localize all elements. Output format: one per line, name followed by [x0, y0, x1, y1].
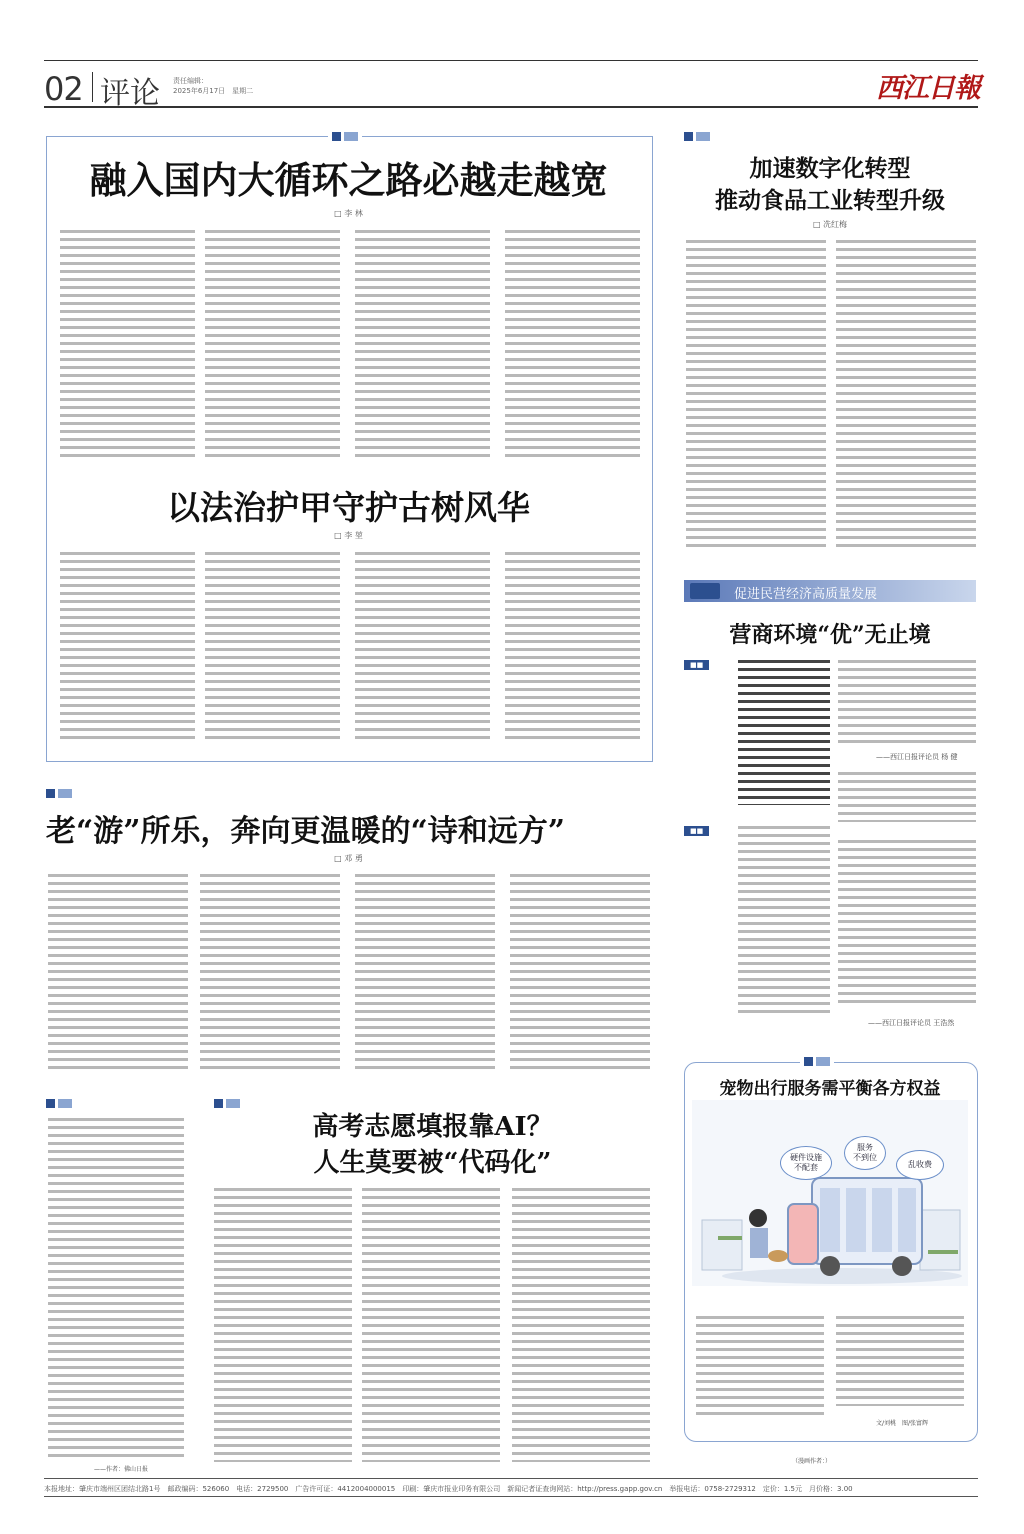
- footer-top-rule: [44, 1478, 978, 1479]
- article1-byline: □ 李 林: [334, 209, 363, 218]
- article2-column-1: [60, 552, 195, 742]
- cartoon-credit: （漫画作者：）: [792, 1458, 832, 1465]
- article6-column-1: [214, 1188, 352, 1462]
- article3-title-line1: 加速数字化转型: [749, 155, 911, 182]
- kicker-bar-icon: [696, 132, 710, 141]
- kicker-square-icon: [804, 1057, 813, 1066]
- article5-column-3: [355, 874, 495, 1070]
- article2-column-2: [205, 552, 340, 742]
- article5-title: 老“游”所乐，奔向更温暖的“诗和远方”: [46, 814, 566, 849]
- article1-column-4: [505, 230, 640, 458]
- article5-byline: □ 邓 勇: [334, 854, 363, 863]
- feature-kicker: [328, 131, 362, 141]
- article7-title: 宠物出行服务需平衡各方权益: [719, 1079, 941, 1099]
- article3-column-1: [686, 240, 826, 552]
- kicker-bar-icon: [344, 132, 358, 141]
- masthead-meta-date: 2025年6月17日 星期二: [173, 87, 254, 95]
- kicker-square-icon: [332, 132, 341, 141]
- kicker-bar-icon: [58, 1099, 72, 1108]
- article1-column-1: [60, 230, 195, 458]
- article4-column-2b: [838, 772, 976, 822]
- article4-signature-2: ——西江日报评论员 王浩然: [868, 1019, 955, 1027]
- article2-title: 以法治护甲守护古树风华: [167, 488, 530, 527]
- kicker-square-icon: [46, 1099, 55, 1108]
- banner-label: 促进民营经济高质量发展: [734, 587, 878, 602]
- newspaper-logo: 西江日報: [876, 73, 980, 104]
- footer-bottom-rule: [44, 1496, 978, 1497]
- short-article-kicker: [46, 1098, 72, 1108]
- masthead-meta-editor: 责任编辑：: [173, 77, 208, 85]
- masthead-top-rule: [44, 60, 978, 61]
- masthead-meta: [173, 76, 253, 96]
- article7-column-1: [696, 1316, 824, 1420]
- cartoon-bubble-1: 硬件设施 不配套: [780, 1146, 832, 1180]
- article3-title-line2: 推动食品工业转型升级: [715, 187, 945, 214]
- article3-kicker: [684, 131, 710, 141]
- section-name: 评论: [100, 76, 160, 111]
- article4-title: 营商环境“优”无止境: [729, 622, 931, 648]
- article7-column-2: [836, 1316, 964, 1406]
- cartoon-illustration: [692, 1100, 968, 1286]
- page-number: 02: [44, 70, 83, 108]
- article6-signature: ——作者：佛山日报: [94, 1466, 149, 1473]
- article3-byline: □ 冼红梅: [812, 220, 848, 229]
- article4-tag-2: ■■: [684, 826, 709, 836]
- article5-column-4: [510, 874, 650, 1070]
- kicker-square-icon: [46, 789, 55, 798]
- article2-column-4: [505, 552, 640, 742]
- cartoon-bus-icon: [692, 1100, 968, 1286]
- article1-column-3: [355, 230, 490, 458]
- kicker-bar-icon: [816, 1057, 830, 1066]
- article7-kicker: [800, 1056, 834, 1066]
- article2-column-3: [355, 552, 490, 742]
- article5-column-1: [48, 874, 188, 1070]
- kicker-square-icon: [684, 132, 693, 141]
- article6-title-line1: 高考志愿填报靠AI？: [312, 1112, 553, 1142]
- cartoon-bubble-2: 服务 不到位: [844, 1136, 886, 1170]
- article3-column-2: [836, 240, 976, 552]
- article4-column-4: [838, 840, 976, 1008]
- masthead-divider: [92, 72, 93, 102]
- article4-column-2a: [838, 660, 976, 748]
- article6-column-3: [512, 1188, 650, 1462]
- kicker-bar-icon: [58, 789, 72, 798]
- article4-signature-1: ——西江日报评论员 杨 健: [876, 753, 958, 761]
- cartoon-bubble-3: 乱收费: [896, 1150, 944, 1180]
- article4-tag-1: ■■: [684, 660, 709, 670]
- short-article-column: [48, 1118, 184, 1462]
- article1-title: 融入国内大循环之路必越走越宽: [89, 158, 608, 202]
- article7-signature: 文/刘桃 图/张富辉: [876, 1420, 929, 1427]
- article4-column-3: [738, 826, 830, 1016]
- article4-lead: [738, 660, 830, 805]
- banner-emblem-icon: [690, 583, 720, 599]
- article5-kicker: [46, 788, 72, 798]
- masthead-bottom-rule: [44, 106, 978, 108]
- article6-title-line2: 人生莫要被“代码化”: [313, 1148, 552, 1178]
- article1-column-2: [205, 230, 340, 458]
- section-banner: [684, 580, 976, 602]
- article6-column-2: [362, 1188, 500, 1462]
- footer-info: 本报地址：肇庆市端州区团结北路1号 邮政编码：526060 电话：2729500 广告许可证：4412004000015 印刷：肇庆市报业印务有限公司 新闻记者证查询网站：http://press.gapp.gov.cn 举报电话：0758-2729312 定价：1.5元 月价格：3.00: [44, 1485, 853, 1493]
- article2-byline: □ 李 堃: [334, 531, 363, 540]
- article5-column-2: [200, 874, 340, 1070]
